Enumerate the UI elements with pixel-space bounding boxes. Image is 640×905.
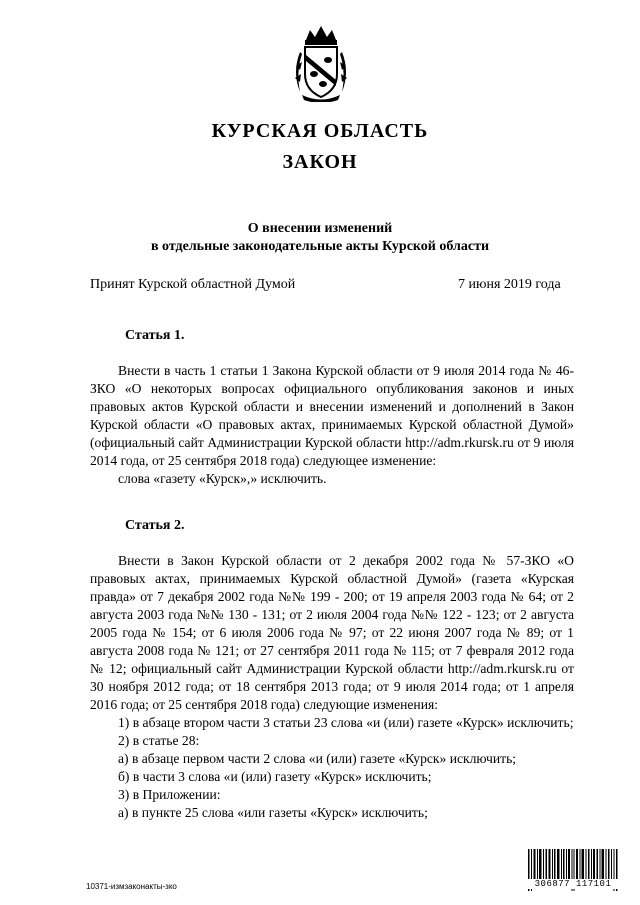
text-line: 7 февраля 2012 года № 12; официальный сайт Администрации Курской [90,643,574,676]
article-1-item: слова «газету «Курск»,» исключить. [118,471,327,486]
document-type-heading: ЗАКОН [282,151,358,173]
text-line: № 89; от 1 августа 2008 года № 121; от 27 сентября 2011 года № 115; от [90,625,574,658]
article-2-item: 3) в Приложении: [118,787,221,802]
text-line: иных правовых актов Курской области и внесении изменений и дополнений [90,381,575,414]
document-code: 10371-измзаконакты-зко [86,882,177,891]
adopted-by: Принят Курской областной Думой [90,277,296,292]
text-line: http://adm.rkursk.ru от 9 июля 2014 года, от 25 сентября 2018 года) [90,435,574,468]
region-heading: КУРСКАЯ ОБЛАСТЬ [211,120,429,142]
coat-of-arms-icon [290,22,352,102]
article-2-text [90,552,574,714]
adoption-date: 7 июня 2019 года [458,277,561,292]
text-line: Внести в часть 1 статьи 1 Закона Курской области от 9 июля 2014 года [118,363,535,378]
article-2-item: а) в пункте 25 слова «или газеты «Курск» исключить; [118,805,428,820]
text-line: № 46-ЗКО «О некоторых вопросах официального опубликования законов и [90,363,574,396]
text-line: 2 августа 2005 года № 154; от 6 июля 2006 года № 97; от 22 июня 2007 года [90,607,574,640]
text-line: от 9 июля 2014 года; от 1 апреля 2016 года; от 25 сентября 2018 года) [90,679,574,712]
article-2-body [90,552,574,822]
article-1-heading: Статья 1. [125,328,185,343]
article-2-item: 1) в абзаце втором части 3 статьи 23 слова «и (или) газете «Курск» исключить; [118,715,574,730]
article-1-body [90,362,574,488]
text-line: области http://adm.rkursk.ru от 30 ноября 2012 года; от 18 сентября 2013 года; [90,661,574,694]
text-line: Внести в Закон Курской области от 2 декабря 2002 года № 57-ЗКО «О [118,553,574,568]
article-1-text [90,362,574,470]
article-2-heading: Статья 2. [125,518,185,533]
law-title-line-1: О внесении изменений [247,221,393,236]
text-line: следующие изменения: [303,697,439,712]
article-2-item: 2) в статье 28: [118,733,200,748]
article-2-item: а) в абзаце первом части 2 слова «и (или) газете «Курск» исключить; [118,751,517,766]
article-2-item: б) в части 3 слова «и (или) газету «Курск» исключить; [118,769,432,784]
law-title-line-2: в отдельные законодательные акты Курской области [150,239,490,254]
text-line: правда» от 7 декабря 2002 года №№ 199 - 200; от 19 апреля 2003 года № 64; [90,589,547,604]
text-line: в Закон Курской области «О правовых актах, принимаемых Курской [90,399,574,432]
text-line: следующее изменение: [302,453,437,468]
barcode-number: 306877 117101 [528,879,618,889]
text-line: областной Думой» (официальный сайт Администрации Курской области [90,417,574,450]
text-line: правовых актах, принимаемых Курской областной Думой» (газета «Курская [90,571,574,586]
text-line: от 2 августа 2003 года №№ 130 - 131; от 2 июля 2004 года №№ 122 - 123; от [90,589,574,622]
